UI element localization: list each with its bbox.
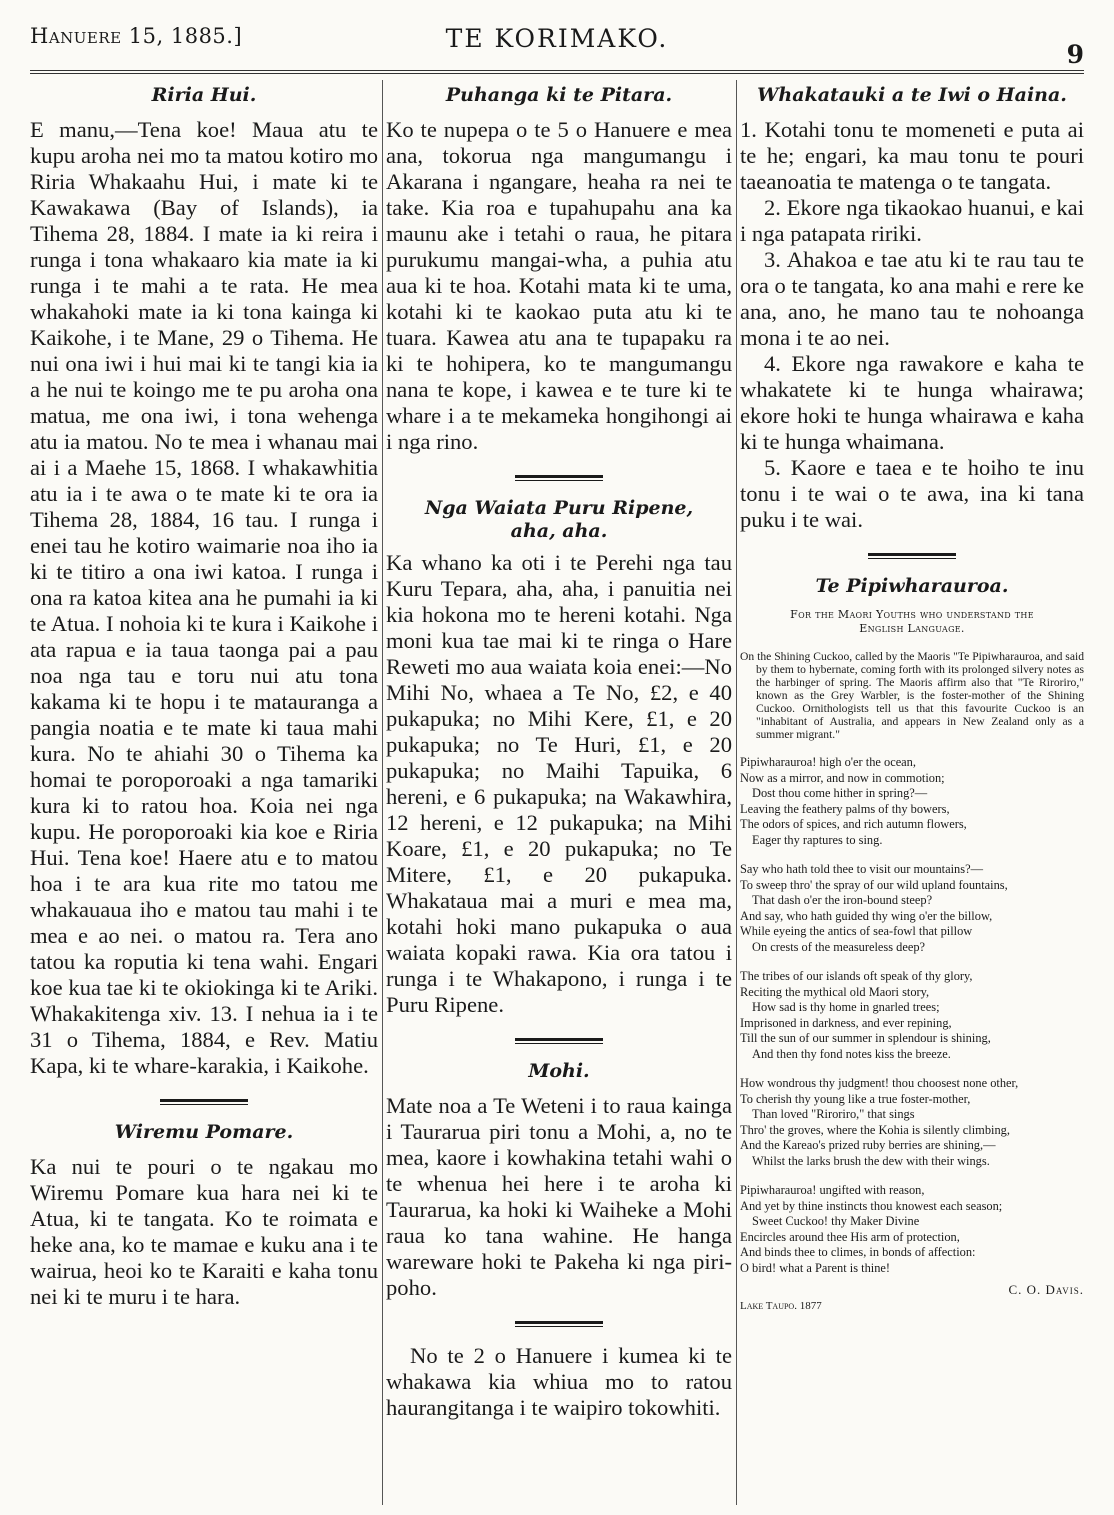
article-heading xyxy=(386,497,732,543)
poem-stanza xyxy=(740,755,1084,848)
column-divider xyxy=(736,80,737,1505)
poem-line: O bird! what a Parent is thine! xyxy=(740,1260,891,1275)
column-2 xyxy=(386,80,732,1510)
poem-stanza xyxy=(740,1076,1084,1169)
poem-line: And then thy fond notes kiss the breeze. xyxy=(752,1046,951,1061)
column-divider xyxy=(382,80,383,1505)
poem-line: The odors of spices, and rich autumn flowers, xyxy=(740,817,967,832)
poem-line: Sweet Cuckoo! thy Maker Divine xyxy=(752,1214,920,1229)
poem-subheading: For the Maori Youths who understand the English Language. xyxy=(790,607,1034,635)
poem-line: And the Kareao's prized ruby berries are shining,— xyxy=(740,1138,996,1153)
proverb-item: 1. Kotahi tonu te momeneti e puta ai te he; engari, ka mau tonu te pouri taeanoatia te matenga o te tangata. xyxy=(740,116,1084,194)
poem-line: The tribes of our islands oft speak of thy glory, xyxy=(740,969,973,984)
article-heading: Whakatauki a te Iwi o Haina. xyxy=(757,84,1067,106)
poem-line: Now as a mirror, and now in commotion; xyxy=(740,770,945,785)
poem-line: Than loved "Riroriro," that sings xyxy=(752,1107,915,1122)
poem-line: Dost thou come hither in spring?— xyxy=(752,786,928,801)
poem-line: That dash o'er the iron-bound steep? xyxy=(752,893,933,908)
poem-line: How sad is thy home in gnarled trees; xyxy=(752,1000,940,1015)
poem-line: And say, who hath guided thy wing o'er the billow, xyxy=(740,908,993,923)
poem-line: Encircles around thee His arm of protection, xyxy=(740,1229,960,1244)
article-heading: Wiremu Pomare. xyxy=(114,1120,294,1143)
article-heading: Riria Hui. xyxy=(151,84,257,106)
poem-signature xyxy=(740,1282,1084,1312)
poem-line: To sweep thro' the spray of our wild upland fountains, xyxy=(740,877,1008,892)
column-3 xyxy=(740,80,1084,1510)
poem-line: And binds thee to climes, in bonds of affection: xyxy=(740,1245,976,1260)
poem-line: Say who hath told thee to visit our mountains?— xyxy=(740,862,983,877)
poem-line: Till the sun of our summer in splendour is shining, xyxy=(740,1031,991,1046)
poem-line: Pipiwharauroa! ungifted with reason, xyxy=(740,1183,925,1198)
poem-note: On the Shining Cuckoo, called by the Maoris "Te Pipiwharauroa, and said by them to hybernate, coming forth with its prolonged silvery notes as the harbinger of spring. The Maoris affirm also that "Te Riroriro," known as the Grey Warbler, is the foster-mother of the Shining Cuckoo. Ornithologists tell us that this favourite Cuckoo is an "inhabitant of Australia, and appears in New Zealand only as a summer migrant." xyxy=(740,650,1084,742)
heading-line: Nga Waiata Puru Ripene, xyxy=(424,496,694,519)
proverb-item: 5. Kaore e taea e te hoiho te inu tonu i te wai o te awa, ina ki tana puku i te wai. xyxy=(740,454,1084,532)
heading-line: aha, aha. xyxy=(510,519,608,542)
poem-line: Imprisoned in darkness, and ever repining, xyxy=(740,1015,952,1030)
article-body: E manu,—Tena koe! Maua atu te kupu aroha nei mo ta matou kotiro mo Riria Whakaahu Hui, i mate ki te Kawakawa (Bay of Islands), ia Tihema 28, 1884. I mate ia ki reira i runga i tona whakaaro kia mate ia ki runga i te mahi a te rata. He mea whakahoki mate ia ki tona kainga ki Kaikohe, i te Mane, 29 o Tihema. He nui ona iwi i hui mai ki te tangi kia ia a he nui te koingo me te pu aroha ona matua, me ona iwi, i tona wehenga atu ia matou. No te mea i whanau mai ai i a Maehe 15, 1868. I whakawhitia atu ia i te awa o te mate ki te ora ia Tihema 28, 1884, 16 tau. I runga i enei tau he kotiro waimarie noa iho ia ki te titiro a ona iwi katoa. I runga i ona ra katoa kitea ana he pumahi ia ki te Atua. I nohoia ki te kura i Kaikohe i ata rapua e ia taua taonga pai a pau noa nga tau e toru nui atu tona kakama ki te hopu i te matauranga a pangia noatia e te mate ki taua mahi kura. No te ahiahi 30 o Tihema ka homai te poroporoaki a nga tamariki kura ki to ratou hoa. Koia nei nga kupu. He poroporoaki kia koe e Riria Hui. Tena koe! Haere atu e to matou hoa i te ara kua rite mo tatou me whakauaua iho e matou tau mahi i te mea e ao nei. o matou ra. Tera ano tatou ka roputia ki tena wahi. Engari koe kua tae ki te okiokinga ki te Ariki. Whakakitenga xiv. 13. I nehua ia i te 31 o Tihema, 1884, e Rev. Matiu Kapa, ki te whare-karakia, i Kaikohe. xyxy=(30,116,378,1078)
poem-line: To cherish thy young like a true foster-mother, xyxy=(740,1091,971,1106)
article-heading: Puhanga ki te Pitara. xyxy=(445,84,673,106)
poem-place: Lake Taupo. 1877 xyxy=(740,1300,822,1313)
section-separator xyxy=(515,1038,603,1044)
poem-line: Thro' the groves, where the Kohia is silently climbing, xyxy=(740,1122,1010,1137)
poem-line: Pipiwharauroa! high o'er the ocean, xyxy=(740,755,916,770)
section-separator xyxy=(515,475,603,481)
article-body: Ka whano ka oti i te Perehi nga tau Kuru Tepara, aha, aha, i panuitia nei kia hokona mo te hereni kotahi. Nga moni kua tae mai ki te ringa o Hare Reweti mo aua waiata koia enei:—No Mihi No, whaea a Te No, £2, e 40 pukapuka; no Mihi Kere, £1, e 20 pukapuka; no Te Huri, £1, e 20 pukapuka; no Maihi Tapuika, 6 hereni, e 6 pukapuka; na Wakawhira, 12 hereni, e 12 pukapuka; na Mihi Koare, £1, e 20 pukapuka; no Te Mitere, £1, e 20 pukapuka. Whakataua mai a muri e mea ma, kotahi hoki mano pukapuka o aua waiata kopaki rawa. Kia ora tatou i runga i te Whakapono, i runga i te Puru Ripene. xyxy=(386,550,732,1018)
poem-line: Eager thy raptures to sing. xyxy=(752,832,883,847)
issue-date: Hanuere 15, 1885.] xyxy=(30,24,243,48)
proverb-item: 2. Ekore nga tikaokao huanui, e kai i nga patapata ririki. xyxy=(740,194,1084,246)
poem-stanza xyxy=(740,1183,1084,1276)
article-heading: Mohi. xyxy=(528,1060,590,1083)
poem-line: While eyeing the antics of sea-fowl that pillow xyxy=(740,924,973,939)
poem-author: C. O. Davis. xyxy=(1008,1282,1084,1298)
article-body: Ko te nupepa o te 5 o Hanuere e mea ana, tokorua nga mangumangu i Akarana i ngangare, heaha ra nei te take. Kia roa e tupahupahu ana ka maunu ake i tetahi o raua, he pitara purukumu mangai-wha, a puhia atu aua ki te hoa. Kotahi mata ki te uma, kotahi ki te kaokao puta atu ki te tuara. Kawea atu ana te tupapaku ra ki te hohipera, ko te mangumangu nana te kope, i kawea e te ture ki te whare i a te mekameka hongihongi ai i nga rino. xyxy=(386,116,732,454)
proverb-item: 4. Ekore nga rawakore e kaha te whakatete ki te hunga whairawa; ekore hoki te hunga whairawa e kaha ki te hunga whaimana. xyxy=(740,350,1084,454)
article-body: Mate noa a Te Weteni i to raua kainga i Taurarua piri tonu a Mohi, a, no te mea, kaore i kowhakina tetahi wahi o te whenua hei here i te aroha ki Taurarua, ka hoki ki Waiheke a Mohi raua ko tana wahine. He hanga wareware hoki te Pakeha ki nga piri-poho. xyxy=(386,1093,732,1301)
poem-line: Leaving the feathery palms of thy bowers, xyxy=(740,801,950,816)
header-rule xyxy=(30,70,1084,74)
newspaper-title: TE KORIMAKO. xyxy=(445,24,669,53)
section-separator xyxy=(868,553,956,559)
poem-line: Whilst the larks brush the dew with their wings. xyxy=(752,1153,990,1168)
poem-stanza xyxy=(740,862,1084,955)
section-separator xyxy=(160,1099,248,1105)
poem-line: Reciting the mythical old Maori story, xyxy=(740,984,930,999)
page-number: 9 xyxy=(1066,40,1084,69)
column-1 xyxy=(30,80,378,1510)
article-heading: Te Pipiwharauroa. xyxy=(815,574,1009,597)
page-header xyxy=(30,24,1084,70)
poem-line: On crests of the measureless deep? xyxy=(752,939,926,954)
proverb-item: 3. Ahakoa e tae atu ki te rau tau te ora o te tangata, ko ana mahi e rere ke ana, ano, he mano tau te nohoanga mona i te ao nei. xyxy=(740,246,1084,350)
section-separator xyxy=(515,1321,603,1327)
poem-stanza xyxy=(740,969,1084,1062)
poem-line: And yet by thine instincts thou knowest each season; xyxy=(740,1198,1003,1213)
article-body: No te 2 o Hanuere i kumea ki te whakawa kia whiua mo to ratou haurangitanga i te waipiro tokowhiti. xyxy=(386,1343,732,1421)
poem-line: How wondrous thy judgment! thou choosest none other, xyxy=(740,1076,1019,1091)
article-body: Ka nui te pouri o te ngakau mo Wiremu Pomare kua hara nei ki te Atua, ki te tangata. Ko te roimata e heke ana, ko te mamae e kuku ana i te wairua, heoi ko te Karaiti e kaha tonu nei ki te muru i te hara. xyxy=(30,1153,378,1309)
